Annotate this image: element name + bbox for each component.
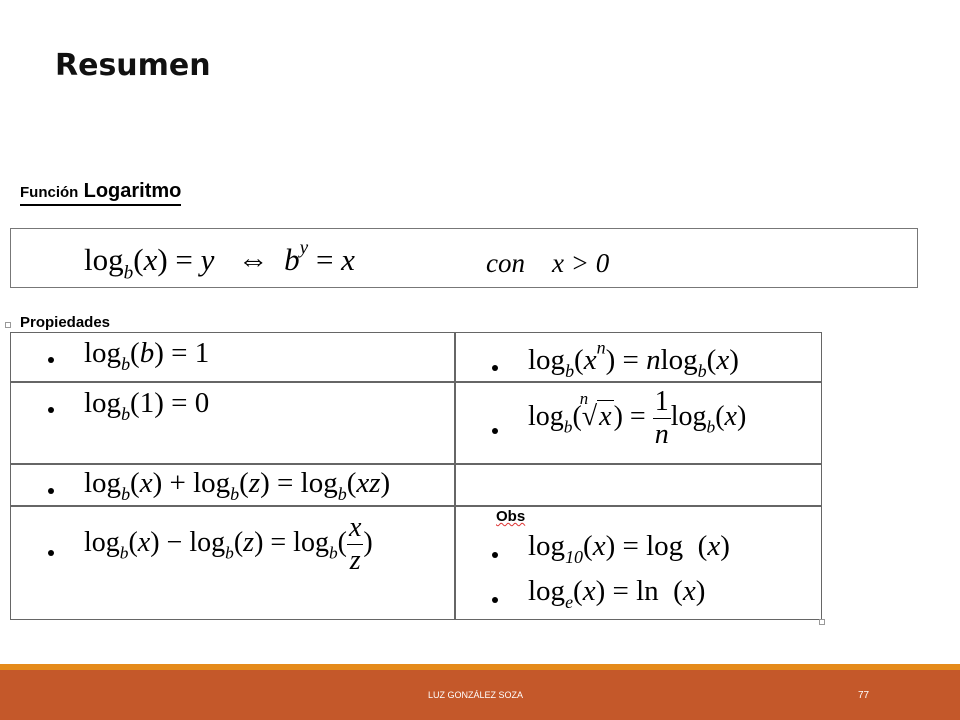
page-number: 77 <box>858 690 870 701</box>
property-power: $\log_b(x^n) = nlog_b(x)$ <box>528 337 739 382</box>
bullet-icon <box>492 597 498 603</box>
text-anchor-marker <box>5 322 11 328</box>
definition-condition-text: x > 0 <box>551 248 610 278</box>
property-log-base: $\log_b(b) = 1$ <box>84 337 210 375</box>
table-row-separator <box>10 505 822 507</box>
definition-con: con <box>486 248 525 278</box>
table-row-separator <box>10 463 822 465</box>
bullet-icon <box>492 428 498 434</box>
bullet-icon <box>48 357 54 363</box>
function-heading <box>20 180 181 206</box>
function-heading-word1: Función <box>20 184 79 201</box>
function-heading-word2: Logaritmo <box>83 180 182 202</box>
bullet-icon <box>48 488 54 494</box>
bullet-icon <box>492 365 498 371</box>
definition-formula: $\log_b(x) = y$ ⇔ $b^y = x$ <box>84 237 355 284</box>
property-quotient: $\log_b(x) - \log_b(z) = \log_b$( $\frac{x}{z}$ ) <box>84 512 373 576</box>
properties-heading: Propiedades <box>20 314 111 331</box>
definition-condition <box>486 248 609 279</box>
table-resize-handle <box>819 619 825 625</box>
slide-title: Resumen <box>55 48 211 83</box>
table-row-separator <box>10 381 822 383</box>
bullet-icon <box>492 552 498 558</box>
footer-author: LUZ GONZÁLEZ SOZA <box>428 690 524 700</box>
properties-table-divider <box>454 332 456 620</box>
bullet-icon <box>48 407 54 413</box>
property-product: $\log_b(x) + \log_b(z) = \log_b(xz)$ <box>84 467 391 505</box>
obs-heading: Obs <box>496 508 526 525</box>
property-log-one: $\log_b(1) = 0$ <box>84 387 210 425</box>
property-root: $\log_b$( n √x) = $\frac{1}{n}$ $\log_b(x)$ <box>528 386 747 450</box>
obs-ln: $\log_e(x) = \ln (x)$ <box>528 575 706 613</box>
bullet-icon <box>48 550 54 556</box>
obs-log10: $\log_{10}(x) = \log (x)$ <box>528 530 730 568</box>
